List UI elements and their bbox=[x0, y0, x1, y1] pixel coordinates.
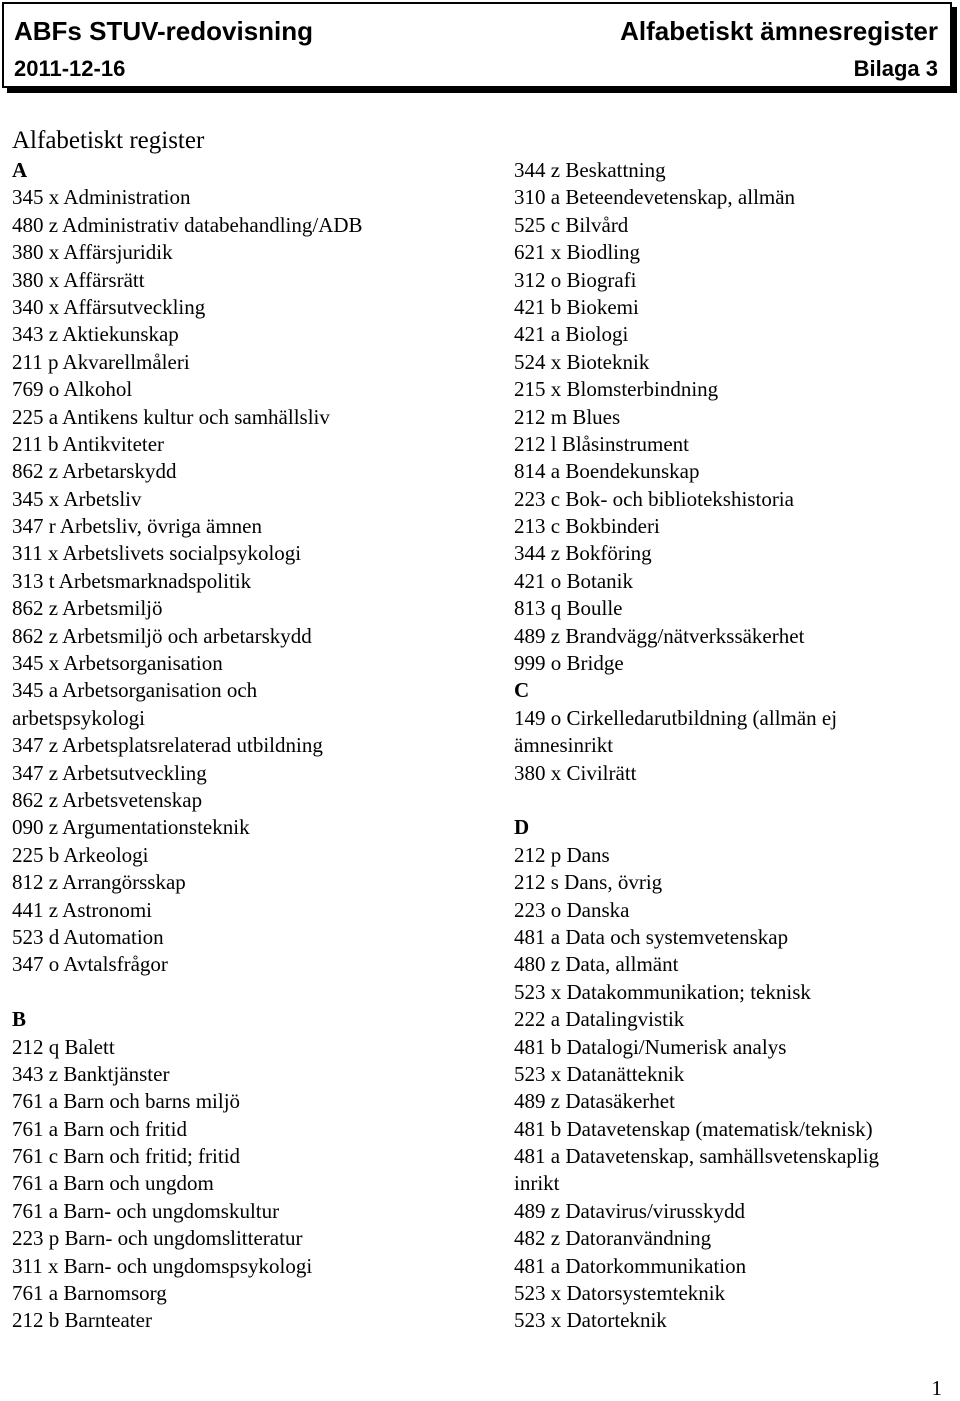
index-entry: 482 z Datoranvändning bbox=[514, 1226, 712, 1251]
index-entry: 090 z Argumentationsteknik bbox=[12, 815, 250, 840]
index-entry: 211 p Akvarellmåleri bbox=[12, 349, 190, 374]
index-entry: 481 a Data och systemvetenskap bbox=[514, 924, 789, 949]
index-entry: 769 o Alkohol bbox=[12, 377, 133, 402]
index-entry: 481 a Datavetenskap, samhällsvetenskaplig bbox=[514, 1144, 880, 1169]
index-entry: 380 x Civilrätt bbox=[514, 760, 637, 785]
index-entry: 523 x Datanätteknik bbox=[514, 1061, 685, 1086]
index-entry: 215 x Blomsterbindning bbox=[514, 377, 719, 402]
index-entry: 761 c Barn och fritid; fritid bbox=[12, 1144, 241, 1169]
index-entry: 380 x Affärsrätt bbox=[12, 267, 145, 292]
index-entry: 523 x Datorteknik bbox=[514, 1308, 667, 1333]
right-column bbox=[514, 157, 954, 1335]
index-entry: 481 b Datalogi/Numerisk analys bbox=[514, 1034, 787, 1059]
index-entry: 212 s Dans, övrig bbox=[514, 870, 663, 895]
index-entry: 212 l Blåsinstrument bbox=[514, 431, 689, 456]
index-entry: 312 o Biografi bbox=[514, 267, 637, 292]
index-entry: 347 z Arbetsutveckling bbox=[12, 760, 207, 785]
index-entry: 212 m Blues bbox=[514, 404, 621, 429]
index-entry: 481 b Datavetenskap (matematisk/teknisk) bbox=[514, 1116, 873, 1141]
index-entry: 225 b Arkeologi bbox=[12, 842, 149, 867]
header-left-title: ABFs STUV-redovisning bbox=[14, 16, 314, 46]
index-entry: 489 z Datasäkerhet bbox=[514, 1089, 675, 1114]
index-entry: ämnesinrikt bbox=[514, 733, 614, 758]
index-entry: 523 x Datakommunikation; teknisk bbox=[514, 979, 811, 1004]
index-entry: 441 z Astronomi bbox=[12, 897, 152, 922]
index-entry: 212 p Dans bbox=[514, 842, 610, 867]
left-column bbox=[12, 157, 482, 1335]
index-entry: 862 z Arbetsmiljö bbox=[12, 596, 163, 621]
index-entry: 225 a Antikens kultur och samhällsliv bbox=[12, 404, 330, 429]
index-entry: 347 z Arbetsplatsrelaterad utbildning bbox=[12, 733, 323, 758]
index-entry: 862 z Arbetsvetenskap bbox=[12, 787, 203, 812]
index-entry: 524 x Bioteknik bbox=[514, 349, 650, 374]
index-entry: 212 q Balett bbox=[12, 1034, 115, 1059]
index-entry: 814 a Boendekunskap bbox=[514, 459, 700, 484]
index-entry: 999 o Bridge bbox=[514, 651, 624, 676]
index-entry: 343 z Aktiekunskap bbox=[12, 322, 179, 347]
index-entry: 345 x Administration bbox=[12, 185, 191, 210]
index-entry: 347 r Arbetsliv, övriga ämnen bbox=[12, 514, 263, 539]
index-entry: 812 z Arrangörsskap bbox=[12, 870, 186, 895]
page-number: 1 bbox=[931, 1376, 942, 1400]
register-title: Alfabetiskt register bbox=[12, 127, 205, 154]
header-date: 2011-12-16 bbox=[14, 56, 126, 81]
index-entry: 523 x Datorsystemteknik bbox=[514, 1281, 726, 1306]
index-entry: 347 o Avtalsfrågor bbox=[12, 952, 168, 977]
index-letter-heading: C bbox=[514, 678, 530, 703]
index-letter-heading: A bbox=[12, 158, 28, 182]
index-entry: 344 z Beskattning bbox=[514, 158, 666, 182]
index-entry: 481 a Datorkommunikation bbox=[514, 1253, 747, 1278]
page-header bbox=[2, 2, 952, 88]
index-entry: 380 x Affärsjuridik bbox=[12, 240, 173, 265]
index-entry: 223 o Danska bbox=[514, 897, 630, 922]
index-entry: 761 a Barn och ungdom bbox=[12, 1171, 214, 1196]
index-entry: 862 z Arbetsmiljö och arbetarskydd bbox=[12, 623, 312, 648]
index-entry: inrikt bbox=[514, 1171, 560, 1196]
index-entry: 523 d Automation bbox=[12, 924, 164, 949]
index-entry: 343 z Banktjänster bbox=[12, 1061, 170, 1086]
index-entry: 311 x Arbetslivets socialpsykologi bbox=[12, 541, 302, 566]
index-entry: 621 x Biodling bbox=[514, 240, 641, 265]
index-entry: 480 z Administrativ databehandling/ADB bbox=[12, 212, 363, 237]
index-entry: 525 c Bilvård bbox=[514, 212, 629, 237]
index-entry: 213 c Bokbinderi bbox=[514, 514, 660, 539]
index-entry: 344 z Bokföring bbox=[514, 541, 652, 566]
index-entry: 211 b Antikviteter bbox=[12, 431, 165, 456]
index-entry: 340 x Affärsutveckling bbox=[12, 294, 206, 319]
index-entry: 421 o Botanik bbox=[514, 568, 633, 593]
index-entry: 222 a Datalingvistik bbox=[514, 1007, 685, 1032]
blank-line bbox=[514, 787, 954, 814]
index-entry: 761 a Barn och fritid bbox=[12, 1116, 187, 1141]
blank-line bbox=[12, 979, 482, 1006]
index-entry: 345 a Arbetsorganisation och bbox=[12, 678, 258, 703]
index-entry: 212 b Barnteater bbox=[12, 1308, 152, 1333]
index-entry: 223 c Bok- och bibliotekshistoria bbox=[514, 486, 794, 511]
index-entry: 480 z Data, allmänt bbox=[514, 952, 679, 977]
index-entry: 421 a Biologi bbox=[514, 322, 629, 347]
index-entry: 489 z Brandvägg/nätverkssäkerhet bbox=[514, 623, 805, 648]
index-letter-heading: D bbox=[514, 815, 530, 840]
index-entry: 313 t Arbetsmarknadspolitik bbox=[12, 568, 252, 593]
index-entry: 862 z Arbetarskydd bbox=[12, 459, 177, 484]
index-entry: 149 o Cirkelledarutbildning (allmän ej bbox=[514, 705, 838, 730]
index-entry: 761 a Barnomsorg bbox=[12, 1281, 167, 1306]
index-entry: 489 z Datavirus/virusskydd bbox=[514, 1198, 745, 1223]
header-appendix: Bilaga 3 bbox=[853, 56, 938, 81]
index-entry: arbetspsykologi bbox=[12, 705, 145, 730]
index-entry: 345 x Arbetsliv bbox=[12, 486, 142, 511]
index-letter-heading: B bbox=[12, 1007, 27, 1032]
index-entry: 421 b Biokemi bbox=[514, 294, 639, 319]
index-entry: 761 a Barn och barns miljö bbox=[12, 1089, 241, 1114]
index-entry: 223 p Barn- och ungdomslitteratur bbox=[12, 1226, 303, 1251]
index-entry: 311 x Barn- och ungdomspsykologi bbox=[12, 1253, 313, 1278]
index-entry: 310 a Beteendevetenskap, allmän bbox=[514, 185, 796, 210]
header-right-title: Alfabetiskt ämnesregister bbox=[620, 16, 938, 46]
index-entry: 813 q Boulle bbox=[514, 596, 623, 621]
index-entry: 345 x Arbetsorganisation bbox=[12, 651, 223, 676]
index-entry: 761 a Barn- och ungdomskultur bbox=[12, 1198, 280, 1223]
